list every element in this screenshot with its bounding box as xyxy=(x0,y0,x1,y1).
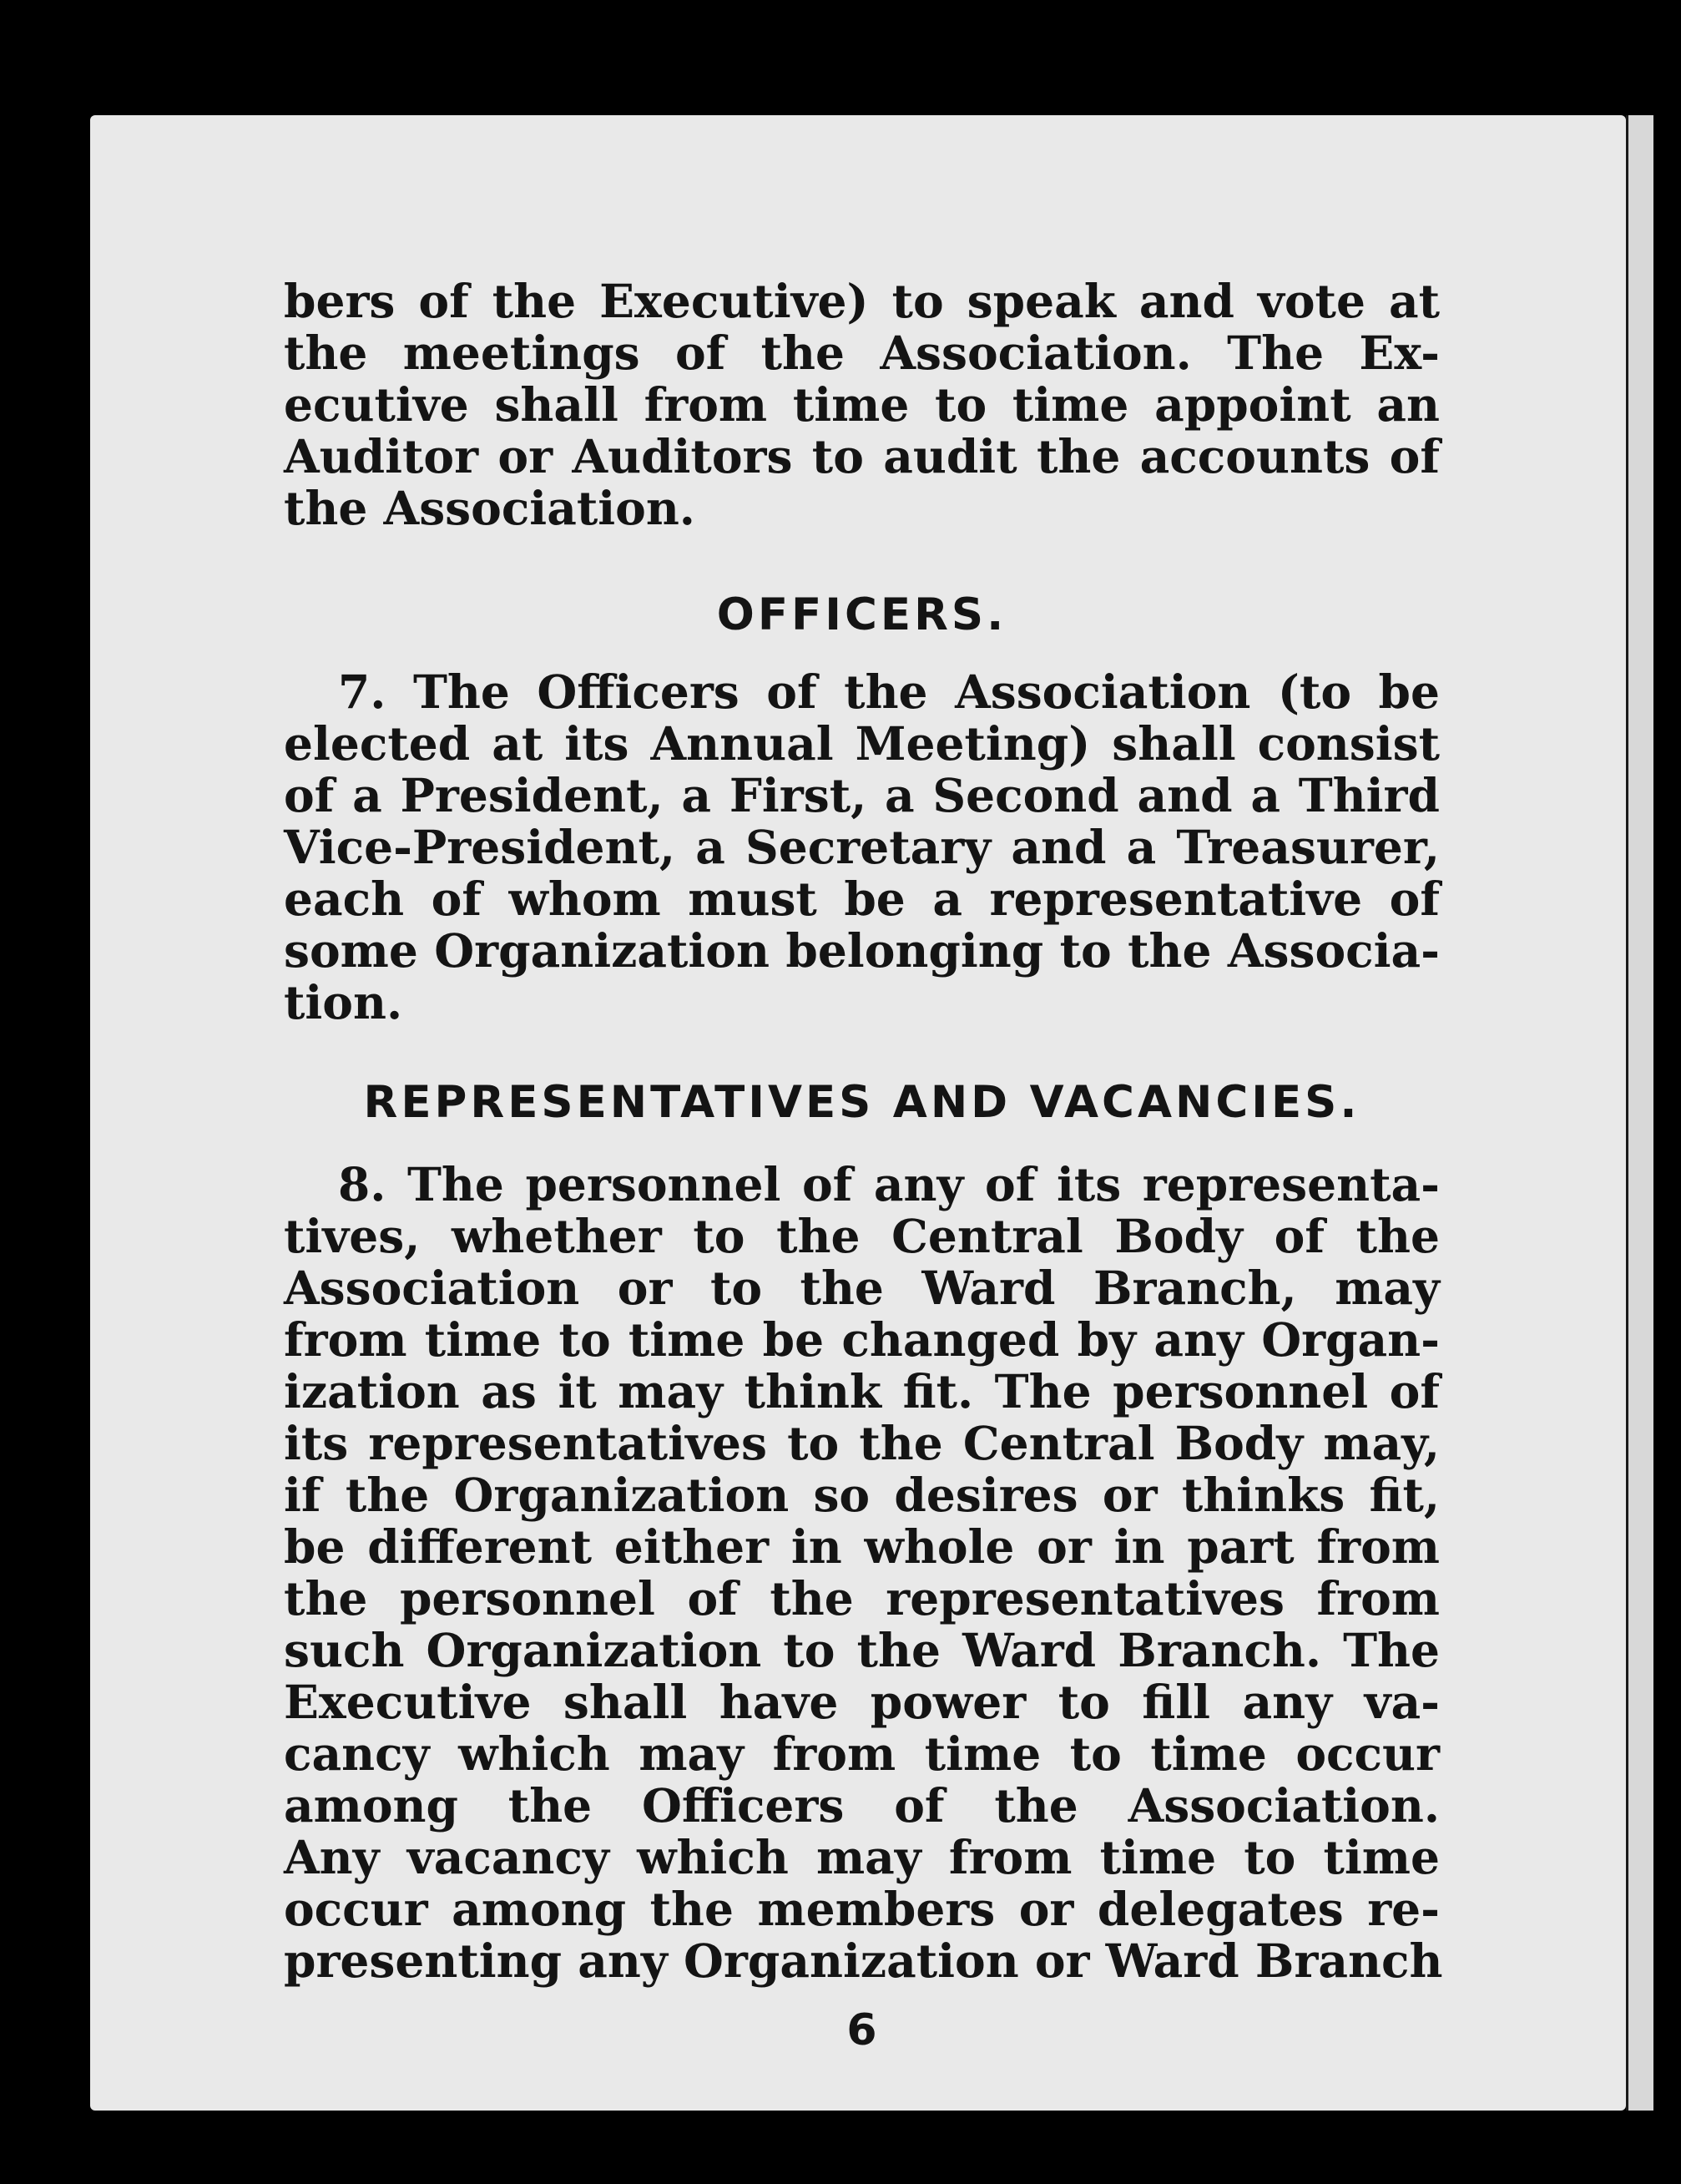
text-line: some Organization belonging to the Associa- xyxy=(284,923,1440,978)
page-number: 6 xyxy=(846,2005,877,2055)
paragraph-representatives xyxy=(284,1157,1443,1988)
text-line: Vice-President, a Secretary and a Treasurer, xyxy=(284,820,1440,874)
text-line: Any vacancy which may from time to time xyxy=(284,1830,1440,1884)
text-line: presenting any Organization or Ward Branch xyxy=(284,1934,1443,1988)
text-line: among the Officers of the Association. xyxy=(284,1778,1440,1833)
text-line: cancy which may from time to time occur xyxy=(284,1726,1440,1781)
section-heading-officers: OFFICERS. xyxy=(716,589,1007,640)
adjacent-page-edge xyxy=(1626,115,1653,2111)
text-line: Auditor or Auditors to audit the accounts of xyxy=(284,429,1440,483)
text-line: the meetings of the Association. The Ex- xyxy=(284,326,1440,380)
text-line: of a President, a First, a Second and a Third xyxy=(284,768,1440,822)
text-line: each of whom must be a representative of xyxy=(284,872,1440,926)
text-line: occur among the members or delegates re- xyxy=(284,1882,1440,1936)
text-line: the Association. xyxy=(284,481,695,535)
text-line: such Organization to the Ward Branch. The xyxy=(284,1623,1440,1677)
text-line: 8. The personnel of any of its representa- xyxy=(338,1157,1440,1211)
text-line: bers of the Executive) to speak and vote at xyxy=(284,274,1440,328)
text-line: elected at its Annual Meeting) shall consist xyxy=(284,716,1440,771)
text-line: ization as it may think fit. The personnel of xyxy=(284,1364,1440,1418)
text-line: its representatives to the Central Body may, xyxy=(284,1416,1440,1470)
text-line: from time to time be changed by any Organ- xyxy=(284,1312,1440,1367)
text-line: tion. xyxy=(284,975,403,1029)
text-line: Association or to the Ward Branch, may xyxy=(284,1261,1440,1315)
text-line: the personnel of the representatives from xyxy=(284,1571,1440,1625)
text-line: tives, whether to the Central Body of the xyxy=(284,1209,1440,1263)
text-line: ecutive shall from time to time appoint an xyxy=(284,377,1440,432)
paragraph-officers xyxy=(284,666,1440,1029)
text-line: Executive shall have power to fill any va- xyxy=(284,1675,1440,1729)
text-line: be different either in whole or in part from xyxy=(284,1519,1440,1574)
text-line: 7. The Officers of the Association (to be xyxy=(338,665,1440,719)
text-line: if the Organization so desires or thinks fit, xyxy=(284,1468,1440,1522)
section-heading-representatives: REPRESENTATIVES AND VACANCIES. xyxy=(363,1077,1360,1128)
paragraph-executive-auditors xyxy=(284,276,1440,534)
